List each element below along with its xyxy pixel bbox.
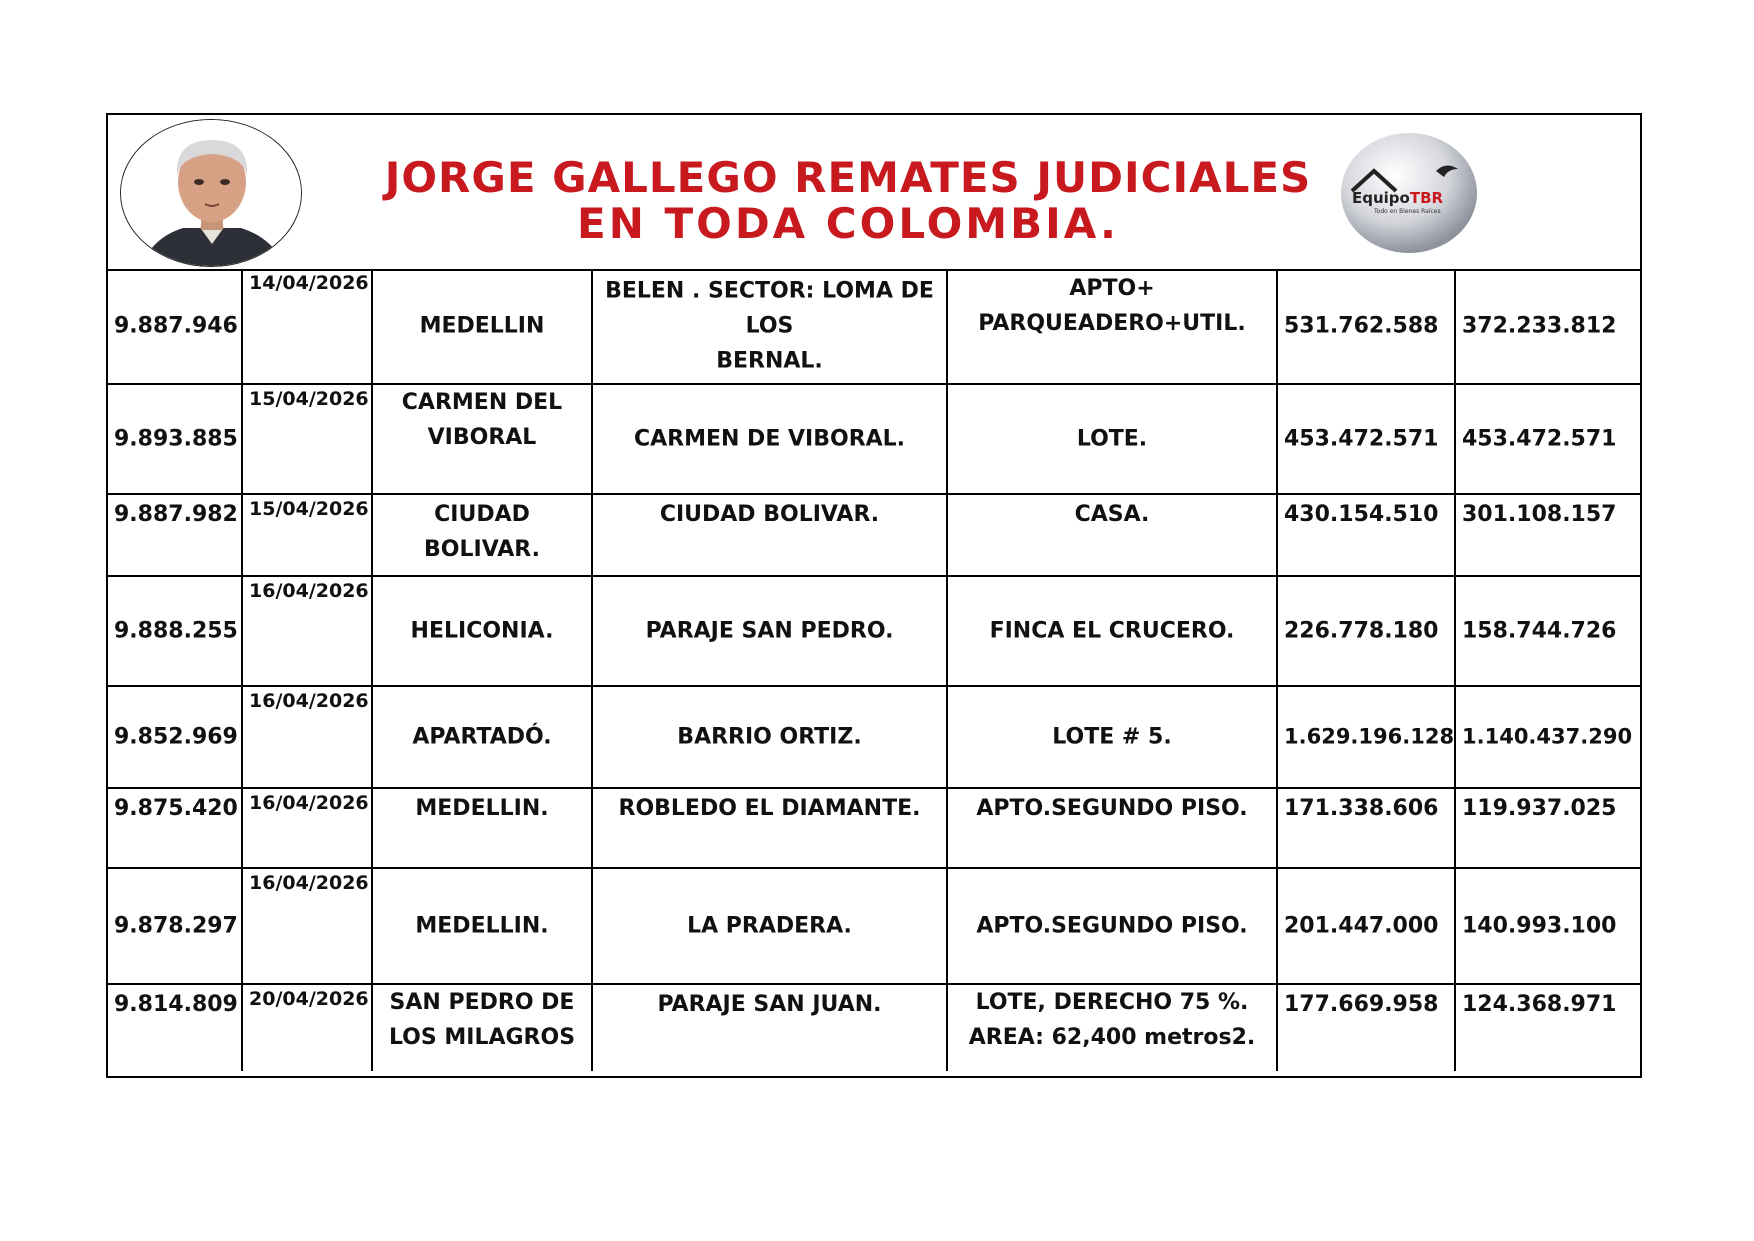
table-row — [108, 869, 1640, 985]
cell-value2: 158.744.726 — [1462, 618, 1617, 644]
cell-type: LOTE. — [948, 385, 1278, 493]
cell-type: FINCA EL CRUCERO. — [948, 577, 1278, 685]
table-row — [108, 385, 1640, 495]
cell-id: 9.814.809 — [108, 985, 243, 1071]
cell-value1: 171.338.606 — [1278, 789, 1456, 867]
cell-value1: 201.447.000 — [1278, 869, 1456, 983]
table-row — [108, 577, 1640, 687]
cell-id: 9.875.420 — [108, 789, 243, 867]
cell-date: 16/04/2026 — [243, 577, 373, 685]
cell-sector: LA PRADERA. — [593, 869, 948, 983]
cell-city: MEDELLIN. — [373, 789, 593, 867]
page-title — [308, 155, 1388, 247]
cell-sector: PARAJE SAN PEDRO. — [593, 577, 948, 685]
cell-value2: 140.993.100 — [1462, 913, 1617, 939]
cell-city: SAN PEDRO DE LOS MILAGROS — [373, 985, 593, 1071]
cell-id: 9.887.946 — [108, 269, 243, 383]
title-line-2: EN TODA COLOMBIA. — [577, 199, 1119, 248]
cell-city: HELICONIA. — [373, 577, 593, 685]
cell-sector: ROBLEDO EL DIAMANTE. — [593, 789, 948, 867]
cell-value1: 177.669.958 — [1278, 985, 1456, 1071]
cell-value2: 372.233.812 — [1462, 313, 1617, 339]
cell-date: 15/04/2026 — [243, 495, 373, 575]
cell-date: 20/04/2026 — [243, 985, 373, 1071]
cell-value1: 226.778.180 — [1278, 577, 1456, 685]
cell-value1: 430.154.510 — [1278, 495, 1456, 575]
title-line-1: JORGE GALLEGO REMATES JUDICIALES — [384, 153, 1312, 202]
cell-type: APTO+ PARQUEADERO+UTIL. — [948, 269, 1278, 383]
cell-id: 9.893.885 — [108, 385, 243, 493]
table-row — [108, 985, 1640, 1071]
auction-table — [108, 269, 1640, 1071]
listing-sheet — [106, 113, 1642, 1078]
cell-sector: BELEN . SECTOR: LOMA DE LOS BERNAL. — [593, 269, 948, 383]
cell-date: 16/04/2026 — [243, 687, 373, 787]
cell-id: 9.887.982 — [108, 495, 243, 575]
sheet-header — [108, 115, 1640, 271]
cell-value2: 1.140.437.290 — [1462, 724, 1633, 749]
table-row — [108, 789, 1640, 869]
cell-sector: CARMEN DE VIBORAL. — [593, 385, 948, 493]
cell-id: 9.852.969 — [108, 687, 243, 787]
logo-text: EquipoTBR — [1352, 189, 1444, 207]
portrait-photo — [120, 119, 302, 267]
cell-id: 9.888.255 — [108, 577, 243, 685]
cell-value1: 453.472.571 — [1278, 385, 1456, 493]
cell-city: CARMEN DEL VIBORAL — [373, 385, 593, 493]
cell-date: 15/04/2026 — [243, 385, 373, 493]
cell-type: LOTE # 5. — [948, 687, 1278, 787]
cell-value1: 1.629.196.128 — [1278, 687, 1456, 787]
cell-date: 16/04/2026 — [243, 869, 373, 983]
cell-type: APTO.SEGUNDO PISO. — [948, 789, 1278, 867]
cell-value2: 124.368.971 — [1462, 992, 1617, 1017]
cell-city: APARTADÓ. — [373, 687, 593, 787]
cell-sector: BARRIO ORTIZ. — [593, 687, 948, 787]
cell-value1: 531.762.588 — [1278, 269, 1456, 383]
cell-date: 14/04/2026 — [243, 269, 373, 383]
cell-value2: 453.472.571 — [1462, 426, 1617, 452]
cell-city: MEDELLIN. — [373, 869, 593, 983]
cell-sector: CIUDAD BOLIVAR. — [593, 495, 948, 575]
person-portrait-icon — [121, 120, 302, 267]
cell-date: 16/04/2026 — [243, 789, 373, 867]
logo-icon — [1338, 131, 1480, 255]
cell-city: CIUDAD BOLIVAR. — [373, 495, 593, 575]
cell-sector: PARAJE SAN JUAN. — [593, 985, 948, 1071]
cell-city: MEDELLIN — [373, 269, 593, 383]
cell-type: CASA. — [948, 495, 1278, 575]
table-row — [108, 495, 1640, 577]
cell-value2: 301.108.157 — [1462, 502, 1617, 527]
cell-value2: 119.937.025 — [1462, 796, 1617, 821]
cell-id: 9.878.297 — [108, 869, 243, 983]
equipo-tbr-logo — [1338, 131, 1480, 255]
cell-type: LOTE, DERECHO 75 %. AREA: 62,400 metros2. — [948, 985, 1278, 1071]
table-row — [108, 269, 1640, 385]
logo-subtext: Todo en Bienes Raíces — [1374, 208, 1441, 215]
cell-type: APTO.SEGUNDO PISO. — [948, 869, 1278, 983]
table-row — [108, 687, 1640, 789]
